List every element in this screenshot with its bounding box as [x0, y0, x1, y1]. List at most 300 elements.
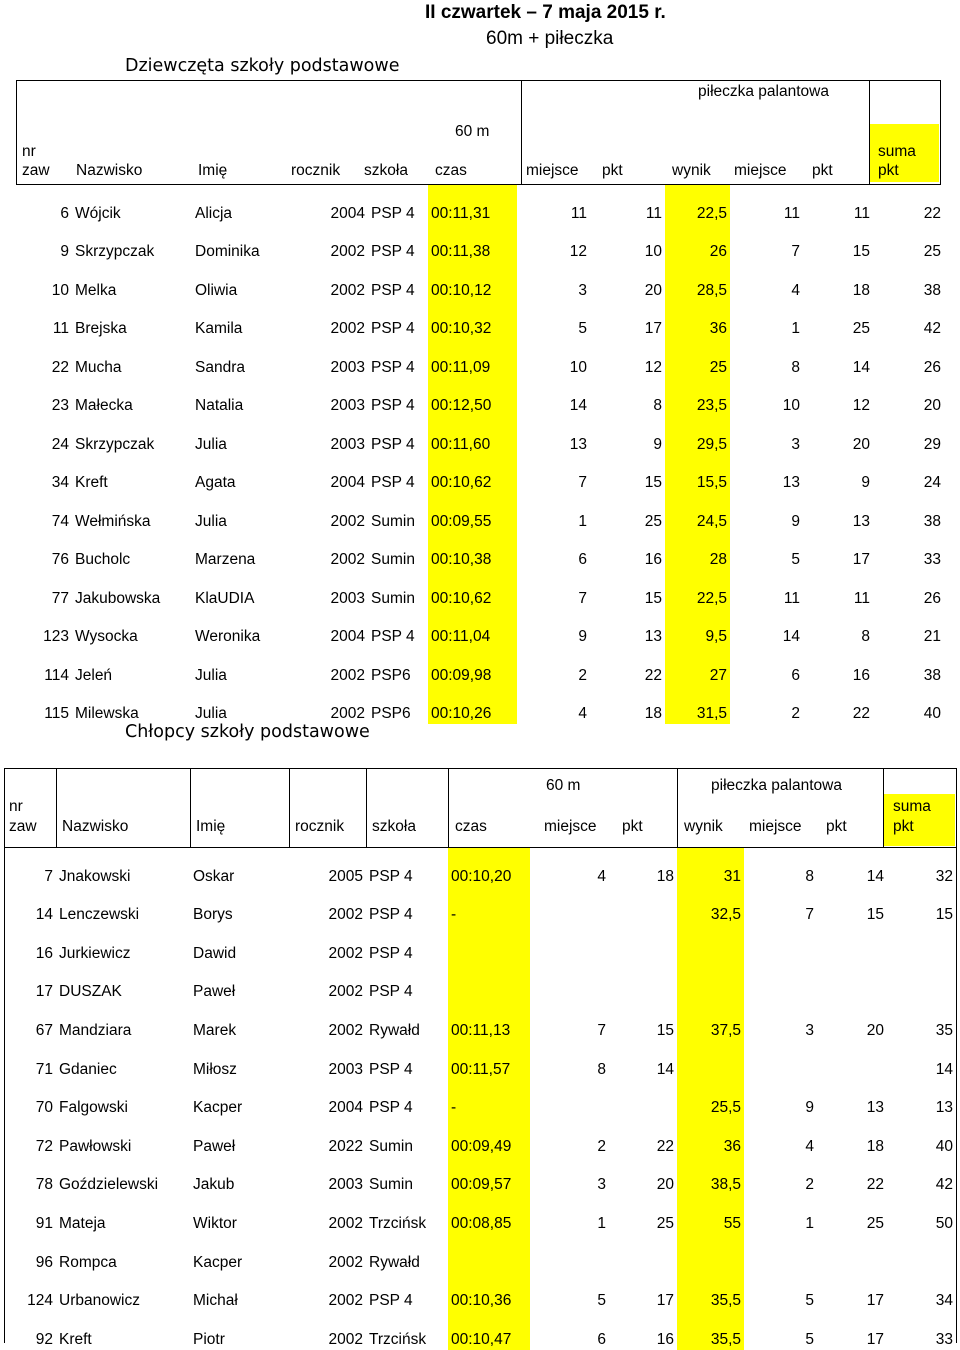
cell-nr: 23: [51, 397, 69, 414]
table-row: [4, 1002, 956, 1041]
table-row: [16, 262, 944, 301]
cell-nr: 123: [43, 628, 69, 645]
cell-nazwisko: Wysocka: [75, 628, 138, 645]
cell-rocznik: 2002: [328, 1214, 363, 1232]
cell-szkola: PSP 4: [371, 281, 415, 299]
col-nr-boys: nr: [9, 798, 23, 815]
cell-szkola: PSP6: [371, 705, 411, 722]
cell-pkt-60m: 15: [656, 1021, 674, 1039]
cell-pkt-60m: 17: [644, 320, 662, 337]
cell-rocznik: 2002: [330, 705, 365, 722]
group-palantowa-boys: piłeczka palantowa: [711, 777, 842, 794]
col-pkt-2: pkt: [812, 162, 833, 179]
cell-miejsce-60m: 12: [569, 243, 587, 260]
girls-results-table: [16, 185, 944, 724]
cell-pkt-pal: 25: [852, 320, 870, 337]
cell-pkt-pal: 22: [866, 1176, 884, 1194]
cell-nr: 6: [60, 204, 69, 222]
col-pkt-boys: pkt: [622, 818, 643, 835]
cell-miejsce-pal: 9: [805, 1099, 814, 1117]
cell-nr: 70: [35, 1099, 53, 1117]
cell-pkt-pal: 20: [866, 1021, 884, 1039]
cell-pkt-60m: 14: [656, 1060, 674, 1078]
cell-nazwisko: Skrzypczak: [75, 243, 155, 260]
cell-pkt-pal: 15: [852, 243, 870, 260]
cell-pkt-pal: 18: [866, 1137, 884, 1155]
cell-rocznik: 2002: [328, 1253, 363, 1271]
cell-czas: 00:11,13: [448, 1002, 530, 1041]
cell-pkt-pal: 11: [853, 204, 870, 222]
cell-wynik: [677, 1041, 744, 1080]
cell-wynik: 15,5: [665, 455, 730, 494]
cell-miejsce-60m: 3: [578, 281, 587, 299]
col-imie: Imię: [198, 162, 228, 179]
cell-suma: [887, 1234, 956, 1273]
cell-suma: 32: [935, 867, 953, 885]
cell-imie: Jakub: [193, 1176, 235, 1194]
cell-czas: 00:10,38: [428, 532, 517, 571]
table-row: [16, 686, 944, 725]
table-row: [16, 532, 944, 571]
cell-pkt-pal: [817, 1041, 887, 1080]
col-czas: czas: [435, 162, 467, 179]
cell-miejsce-60m: 9: [578, 628, 587, 645]
col-suma-pkt: pkt: [878, 162, 899, 179]
cell-rocznik: 2002: [330, 551, 365, 568]
cell-miejsce-pal: 6: [791, 666, 800, 684]
cell-pkt-60m: 10: [644, 243, 662, 260]
cell-imie: Julia: [195, 435, 227, 453]
cell-czas: 00:11,31: [428, 185, 517, 224]
cell-nr: 77: [51, 589, 69, 607]
cell-nazwisko: Mandziara: [59, 1021, 132, 1039]
cell-szkola: Rywałd: [369, 1021, 420, 1039]
cell-pkt-60m: 18: [644, 705, 662, 722]
cell-wynik: 28,5: [665, 262, 730, 301]
cell-miejsce-60m: 11: [570, 204, 587, 222]
cell-wynik: [677, 925, 744, 964]
cell-nazwisko: Wójcik: [75, 204, 121, 222]
cell-miejsce-pal: 7: [791, 243, 800, 260]
cell-nazwisko: Mateja: [59, 1214, 106, 1232]
cell-imie: Kamila: [195, 320, 243, 337]
cell-nazwisko: Rompca: [59, 1253, 117, 1271]
cell-rocznik: 2002: [328, 1021, 363, 1039]
table-row: [4, 1080, 956, 1119]
cell-suma: 26: [923, 358, 941, 376]
cell-czas: -: [448, 1080, 530, 1119]
cell-czas: 00:11,57: [448, 1041, 530, 1080]
cell-nr: 114: [44, 666, 69, 684]
cell-nazwisko: Bucholc: [75, 551, 131, 568]
cell-szkola: Sumin: [371, 589, 415, 607]
cell-imie: Borys: [193, 906, 233, 924]
cell-rocznik: 2002: [328, 983, 363, 1001]
table-row: [4, 1041, 956, 1080]
cell-rocznik: 2004: [330, 204, 365, 222]
cell-suma: 38: [923, 281, 941, 299]
cell-pkt-pal: 14: [866, 867, 884, 885]
cell-rocznik: 2003: [330, 358, 365, 376]
cell-pkt-60m: 22: [644, 666, 662, 684]
cell-rocznik: 2022: [328, 1137, 363, 1155]
cell-miejsce-pal: 4: [805, 1137, 814, 1155]
cell-pkt-pal: 17: [866, 1330, 884, 1348]
table-row: [4, 1118, 956, 1157]
cell-nazwisko: Jurkiewicz: [59, 944, 131, 962]
cell-szkola: PSP 4: [371, 320, 415, 337]
cell-miejsce-pal: 10: [782, 397, 800, 414]
cell-szkola: Sumin: [369, 1176, 413, 1194]
col-szkola-boys: szkoła: [372, 818, 416, 835]
cell-wynik: 38,5: [677, 1157, 744, 1196]
cell-nr: 17: [35, 983, 53, 1001]
cell-wynik: 31: [677, 848, 744, 887]
cell-suma: 38: [923, 666, 941, 684]
cell-rocznik: 2003: [330, 589, 365, 607]
cell-rocznik: 2003: [328, 1176, 363, 1194]
cell-pkt-60m: 25: [656, 1214, 674, 1232]
cell-imie: Miłosz: [193, 1060, 237, 1078]
cell-czas: 00:10,12: [428, 262, 517, 301]
cell-szkola: PSP 4: [369, 983, 413, 1001]
cell-pkt-pal: [817, 1234, 887, 1273]
cell-szkola: Sumin: [371, 551, 415, 568]
cell-szkola: Trzcińsk: [369, 1214, 427, 1232]
cell-rocznik: 2002: [330, 281, 365, 299]
cell-miejsce-pal: 5: [791, 551, 800, 568]
cell-nr: 22: [51, 358, 69, 376]
cell-miejsce-60m: 6: [597, 1330, 606, 1348]
cell-imie: Marzena: [195, 551, 256, 568]
cell-czas: 00:11,09: [428, 339, 517, 378]
cell-miejsce-pal: 3: [791, 435, 800, 453]
cell-nazwisko: Jakubowska: [75, 589, 161, 607]
cell-wynik: 25,5: [677, 1080, 744, 1119]
cell-miejsce-60m: [530, 1234, 609, 1273]
cell-nr: 96: [35, 1253, 53, 1271]
cell-suma: 40: [935, 1137, 953, 1155]
cell-miejsce-60m: 4: [597, 867, 606, 885]
col-imie-boys: Imię: [196, 818, 226, 835]
cell-imie: KlaUDIA: [195, 589, 255, 607]
group-60m-boys: 60 m: [546, 777, 581, 794]
cell-miejsce-60m: 1: [578, 512, 587, 530]
cell-wynik: 31,5: [665, 686, 730, 725]
col-pkt: pkt: [602, 162, 623, 179]
cell-czas: 00:08,85: [448, 1195, 530, 1234]
cell-czas: 00:11,60: [428, 416, 517, 455]
cell-nazwisko: Małecka: [75, 397, 133, 414]
cell-imie: Julia: [195, 666, 227, 684]
cell-miejsce-pal: 2: [805, 1176, 814, 1194]
cell-czas: 00:10,32: [428, 301, 517, 340]
cell-miejsce-60m: 7: [578, 474, 587, 491]
cell-pkt-pal: 9: [861, 474, 870, 491]
cell-pkt-pal: 14: [852, 358, 870, 376]
cell-miejsce-60m: [530, 1080, 609, 1119]
cell-pkt-60m: 20: [656, 1176, 674, 1194]
col-miejsce-2-boys: miejsce: [749, 818, 802, 835]
cell-rocznik: 2002: [330, 512, 365, 530]
date-heading: II czwartek – 7 maja 2015 r.: [425, 2, 666, 23]
cell-miejsce-pal: 1: [805, 1214, 814, 1232]
cell-czas: 00:10,62: [428, 570, 517, 609]
col-rocznik: rocznik: [291, 162, 341, 179]
cell-miejsce-60m: 13: [569, 435, 587, 453]
cell-miejsce-pal: 4: [791, 281, 800, 299]
cell-miejsce-pal: [744, 964, 817, 1003]
cell-imie: Weronika: [195, 628, 261, 645]
cell-pkt-60m: 20: [644, 281, 662, 299]
cell-miejsce-60m: 2: [597, 1137, 606, 1155]
cell-rocznik: 2002: [330, 243, 365, 260]
cell-rocznik: 2002: [330, 320, 365, 337]
cell-pkt-pal: 11: [853, 589, 870, 607]
cell-rocznik: 2002: [328, 1292, 363, 1310]
cell-pkt-60m: 12: [644, 358, 662, 376]
cell-czas: 00:09,55: [428, 493, 517, 532]
cell-pkt-60m: 13: [644, 628, 662, 645]
cell-nr: 72: [35, 1137, 53, 1155]
cell-miejsce-60m: 10: [569, 358, 587, 376]
cell-pkt-60m: 15: [644, 474, 662, 491]
col-szkola: szkoła: [364, 162, 408, 179]
cell-miejsce-pal: 13: [782, 474, 800, 491]
cell-miejsce-60m: 4: [578, 705, 587, 722]
cell-miejsce-60m: 6: [578, 551, 587, 568]
cell-suma: 14: [935, 1060, 953, 1078]
cell-miejsce-pal: 3: [805, 1021, 814, 1039]
cell-suma: 26: [923, 589, 941, 607]
cell-miejsce-60m: [530, 964, 609, 1003]
cell-wynik: 23,5: [665, 378, 730, 417]
col-nazwisko-boys: Nazwisko: [62, 818, 129, 835]
cell-czas: 00:10,47: [448, 1311, 530, 1350]
cell-pkt-60m: [609, 925, 677, 964]
cell-czas: 00:09,57: [448, 1157, 530, 1196]
col-pkt-2-boys: pkt: [826, 818, 847, 835]
cell-nazwisko: Gdaniec: [59, 1060, 117, 1078]
cell-nazwisko: Falgowski: [59, 1099, 128, 1117]
section-title-girls: Dziewczęta szkoły podstawowe: [125, 56, 400, 76]
cell-miejsce-pal: 5: [805, 1292, 814, 1310]
table-row: [16, 647, 944, 686]
cell-nazwisko: Lenczewski: [59, 906, 140, 924]
cell-imie: Michał: [193, 1292, 238, 1310]
cell-pkt-pal: 25: [866, 1214, 884, 1232]
cell-suma: 42: [935, 1176, 953, 1194]
cell-suma: 42: [923, 320, 941, 337]
cell-nr: 71: [35, 1060, 53, 1078]
cell-miejsce-pal: 1: [791, 320, 800, 337]
cell-nr: 78: [35, 1176, 53, 1194]
cell-nr: 91: [35, 1214, 53, 1232]
cell-rocznik: 2005: [328, 867, 363, 885]
cell-miejsce-60m: [530, 925, 609, 964]
cell-pkt-60m: 15: [644, 589, 662, 607]
table-row: [16, 455, 944, 494]
cell-nr: 7: [44, 867, 53, 885]
cell-szkola: PSP 4: [369, 1060, 413, 1078]
cell-wynik: 35,5: [677, 1273, 744, 1312]
table-row: [16, 493, 944, 532]
cell-suma: 33: [923, 551, 941, 568]
cell-imie: Kacper: [193, 1253, 243, 1271]
cell-pkt-pal: 16: [852, 666, 870, 684]
cell-nr: 9: [60, 243, 69, 260]
cell-szkola: PSP 4: [371, 435, 415, 453]
cell-suma: 38: [923, 512, 941, 530]
cell-miejsce-pal: 11: [783, 589, 800, 607]
col-wynik-boys: wynik: [684, 818, 723, 835]
cell-czas: 00:10,62: [428, 455, 517, 494]
cell-nr: 92: [35, 1330, 53, 1348]
cell-miejsce-60m: 1: [597, 1214, 606, 1232]
cell-czas: -: [448, 887, 530, 926]
cell-wynik: [677, 1234, 744, 1273]
cell-rocznik: 2003: [330, 435, 365, 453]
cell-czas: 00:11,38: [428, 224, 517, 263]
cell-imie: Sandra: [195, 358, 245, 376]
cell-nr: 16: [35, 944, 53, 962]
cell-imie: Wiktor: [193, 1214, 237, 1232]
cell-rocznik: 2004: [330, 474, 365, 491]
cell-pkt-pal: 18: [852, 281, 870, 299]
col-rocznik-boys: rocznik: [295, 818, 345, 835]
table-row: [16, 301, 944, 340]
cell-miejsce-60m: 2: [578, 666, 587, 684]
cell-nr: 14: [35, 906, 53, 924]
cell-wynik: 25: [665, 339, 730, 378]
section-title-boys: Chłopcy szkoły podstawowe: [125, 722, 370, 742]
cell-nazwisko: Brejska: [75, 320, 127, 337]
cell-miejsce-60m: 5: [597, 1292, 606, 1310]
cell-czas: 00:09,49: [448, 1118, 530, 1157]
cell-szkola: PSP 4: [369, 867, 413, 885]
cell-nazwisko: Urbanowicz: [59, 1292, 140, 1310]
table-row: [4, 1157, 956, 1196]
cell-miejsce-pal: 7: [805, 906, 814, 924]
cell-miejsce-pal: 8: [805, 867, 814, 885]
cell-pkt-pal: 8: [861, 628, 870, 645]
cell-nazwisko: Jnakowski: [59, 867, 131, 885]
cell-szkola: PSP 4: [369, 944, 413, 962]
cell-wynik: 29,5: [665, 416, 730, 455]
cell-pkt-60m: 25: [644, 512, 662, 530]
cell-szkola: PSP6: [371, 666, 411, 684]
cell-suma: 15: [935, 906, 953, 924]
cell-pkt-pal: 13: [852, 512, 870, 530]
cell-nr: 115: [44, 705, 69, 722]
cell-imie: Oskar: [193, 867, 235, 885]
cell-pkt-60m: [609, 887, 677, 926]
cell-miejsce-pal: 8: [791, 358, 800, 376]
cell-suma: 25: [923, 243, 941, 260]
cell-nazwisko: Kreft: [59, 1330, 92, 1348]
cell-szkola: Rywałd: [369, 1253, 420, 1271]
boys-results-table: [4, 848, 956, 1350]
table-row: [16, 378, 944, 417]
col-zaw-boys: zaw: [9, 818, 37, 835]
cell-pkt-60m: 18: [656, 867, 674, 885]
cell-imie: Paweł: [193, 983, 236, 1001]
cell-miejsce-pal: [744, 925, 817, 964]
group-60m-girls: 60 m: [455, 123, 490, 140]
cell-miejsce-pal: 9: [791, 512, 800, 530]
cell-wynik: 27: [665, 647, 730, 686]
cell-nazwisko: Wełmińska: [75, 512, 151, 530]
cell-pkt-60m: 8: [653, 397, 662, 414]
cell-suma: 29: [923, 435, 941, 453]
cell-pkt-pal: 17: [852, 551, 870, 568]
cell-pkt-60m: 22: [656, 1137, 674, 1155]
cell-wynik: 36: [665, 301, 730, 340]
event-heading: 60m + piłeczka: [486, 28, 614, 49]
cell-wynik: 36: [677, 1118, 744, 1157]
col-miejsce-boys: miejsce: [544, 818, 597, 835]
cell-wynik: 24,5: [665, 493, 730, 532]
table-row: [4, 848, 956, 887]
cell-imie: Julia: [195, 512, 227, 530]
cell-suma: 22: [923, 204, 941, 222]
cell-wynik: [677, 964, 744, 1003]
cell-imie: Natalia: [195, 397, 244, 414]
cell-rocznik: 2002: [328, 1330, 363, 1348]
table-row: [4, 1195, 956, 1234]
table-row: [16, 570, 944, 609]
table-row: [4, 1311, 956, 1350]
cell-suma: 35: [935, 1021, 953, 1039]
cell-miejsce-pal: 5: [805, 1330, 814, 1348]
cell-imie: Dawid: [193, 944, 237, 962]
cell-rocznik: 2003: [330, 397, 365, 414]
cell-rocznik: 2002: [328, 944, 363, 962]
cell-nr: 11: [52, 320, 69, 337]
cell-miejsce-60m: 8: [597, 1060, 606, 1078]
cell-pkt-pal: 22: [852, 705, 870, 722]
cell-miejsce-60m: [530, 887, 609, 926]
cell-nazwisko: Milewska: [75, 705, 139, 722]
cell-nr: 34: [51, 474, 69, 491]
cell-nazwisko: Pawłowski: [59, 1137, 132, 1155]
cell-rocznik: 2002: [330, 666, 365, 684]
cell-imie: Kacper: [193, 1099, 243, 1117]
cell-imie: Marek: [193, 1021, 237, 1039]
cell-szkola: PSP 4: [369, 906, 413, 924]
table-row: [4, 1234, 956, 1273]
cell-suma: 24: [923, 474, 941, 491]
cell-pkt-pal: 12: [852, 397, 870, 414]
cell-czas: [448, 925, 530, 964]
cell-miejsce-pal: 2: [791, 705, 800, 722]
cell-suma: 33: [935, 1330, 953, 1348]
cell-wynik: 22,5: [665, 185, 730, 224]
cell-szkola: Sumin: [369, 1137, 413, 1155]
cell-miejsce-pal: [744, 1234, 817, 1273]
cell-szkola: PSP 4: [369, 1099, 413, 1117]
cell-czas: 00:10,36: [448, 1273, 530, 1312]
cell-imie: Oliwia: [195, 281, 238, 299]
cell-szkola: PSP 4: [371, 397, 415, 414]
cell-czas: [448, 1234, 530, 1273]
cell-miejsce-60m: 14: [569, 397, 587, 414]
cell-pkt-pal: [817, 964, 887, 1003]
cell-suma: 13: [935, 1099, 953, 1117]
cell-pkt-60m: 11: [645, 204, 662, 222]
cell-miejsce-pal: [744, 1041, 817, 1080]
cell-szkola: PSP 4: [371, 474, 415, 491]
